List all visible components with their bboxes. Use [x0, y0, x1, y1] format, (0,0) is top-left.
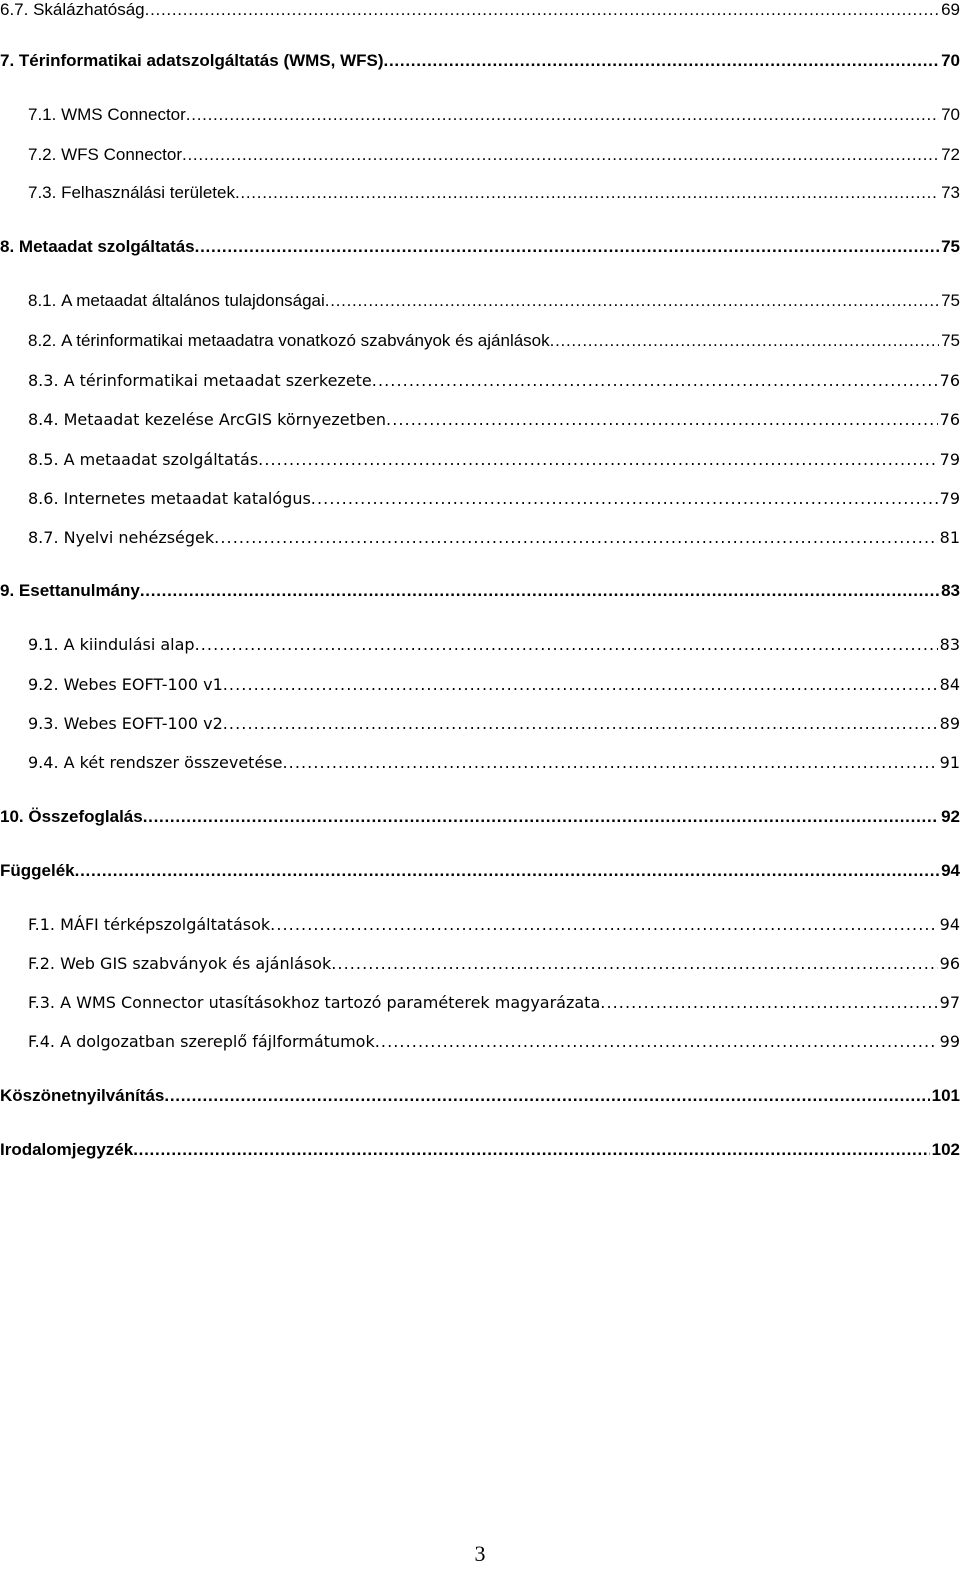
- toc-entry-9-1[interactable]: [0, 632, 960, 658]
- toc-entry-7-2[interactable]: [0, 142, 960, 168]
- toc-entry-page: 76: [939, 371, 960, 390]
- toc-entry-title: A dolgozatban szereplő fájlformátumok: [60, 1032, 375, 1051]
- toc-leader-dots: [325, 288, 939, 314]
- toc-entry-number: 7.3.: [28, 183, 57, 202]
- toc-entry-page: 94: [939, 915, 960, 934]
- toc-entry-9[interactable]: [0, 578, 960, 604]
- toc-entry-number: 8.: [0, 237, 15, 256]
- toc-leader-dots: [372, 368, 938, 394]
- toc-entry-title: Felhasználási területek: [61, 183, 235, 202]
- toc-leader-dots: [143, 804, 939, 830]
- toc-entry-title: Köszönetnyilvánítás: [0, 1086, 165, 1105]
- toc-entry-page: 99: [939, 1032, 960, 1051]
- toc-leader-dots: [331, 951, 937, 977]
- toc-entry-number: 8.5.: [28, 450, 59, 469]
- toc-entry-page: 79: [939, 450, 960, 469]
- toc-entry-fuggelek[interactable]: [0, 858, 960, 884]
- toc-entry-8-1[interactable]: [0, 288, 960, 314]
- toc-entry-page: 96: [939, 954, 960, 973]
- toc-entry-page: 70: [941, 51, 960, 70]
- toc-entry-f-2[interactable]: [0, 951, 960, 977]
- toc-entry-number: F.2.: [28, 954, 55, 973]
- toc-entry-page: 75: [941, 237, 960, 256]
- toc-entry-title: WFS Connector: [61, 145, 183, 164]
- toc-entry-f-3[interactable]: [0, 990, 960, 1016]
- toc-entry-page: 69: [941, 0, 960, 19]
- toc-entry-number: 9.1.: [28, 635, 59, 654]
- toc-entry-title: Térinformatikai adatszolgáltatás (WMS, WFS): [18, 51, 384, 70]
- toc-entry-koszonetnyilvanitas[interactable]: [0, 1083, 960, 1109]
- toc-entry-8-3[interactable]: [0, 368, 960, 394]
- toc-leader-dots: [223, 711, 938, 737]
- toc-leader-dots: [214, 525, 937, 551]
- toc-entry-title: A két rendszer összevetése: [63, 753, 283, 772]
- toc-leader-dots: [195, 632, 938, 658]
- toc-leader-dots: [145, 0, 939, 23]
- toc-entry-number: 6.7.: [0, 0, 29, 19]
- toc-leader-dots: [195, 234, 939, 260]
- toc-leader-dots: [282, 750, 937, 776]
- toc-entry-page: 83: [941, 581, 960, 600]
- toc-entry-title: Web GIS szabványok és ajánlások: [60, 954, 332, 973]
- toc-entry-title: A metaadat szolgáltatás: [63, 450, 259, 469]
- toc-entry-number: F.1.: [28, 915, 55, 934]
- toc-entry-7-3[interactable]: [0, 180, 960, 206]
- toc-entry-page: 83: [939, 635, 960, 654]
- toc-entry-8-7[interactable]: [0, 525, 960, 551]
- toc-entry-number: 8.4.: [28, 410, 59, 429]
- toc-entry-number: 8.1.: [28, 291, 57, 310]
- toc-entry-9-3[interactable]: [0, 711, 960, 737]
- toc-leader-dots: [140, 578, 939, 604]
- toc-entry-title: Internetes metaadat katalógus: [63, 489, 311, 508]
- toc-entry-page: 70: [941, 105, 960, 124]
- toc-leader-dots: [311, 486, 938, 512]
- toc-entry-number: 8.3.: [28, 371, 59, 390]
- toc-entry-title: Metaadat kezelése ArcGIS környezetben: [63, 410, 387, 429]
- toc-entry-page: 91: [939, 753, 960, 772]
- toc-entry-title: MÁFI térképszolgáltatások: [60, 915, 271, 934]
- toc-entry-9-4[interactable]: [0, 750, 960, 776]
- toc-entry-f-1[interactable]: [0, 912, 960, 938]
- toc-leader-dots: [600, 990, 937, 1016]
- toc-entry-title: Függelék: [0, 861, 75, 880]
- toc-entry-title: A WMS Connector utasításokhoz tartozó paraméterek magyarázata: [60, 993, 601, 1012]
- toc-entry-f-4[interactable]: [0, 1029, 960, 1055]
- toc-entry-title: Skálázhatóság: [33, 0, 145, 19]
- toc-entry-7[interactable]: [0, 48, 960, 74]
- toc-entry-number: 9.2.: [28, 675, 59, 694]
- toc-leader-dots: [164, 1083, 929, 1109]
- toc-entry-number: 9.: [0, 581, 15, 600]
- toc-leader-dots: [186, 102, 939, 128]
- toc-entry-page: 76: [939, 410, 960, 429]
- toc-entry-title: WMS Connector: [61, 105, 186, 124]
- toc-entry-number: 10.: [0, 807, 24, 826]
- toc-entry-page: 81: [939, 528, 960, 547]
- toc-entry-number: 8.6.: [28, 489, 59, 508]
- toc-entry-title: A térinformatikai metaadatra vonatkozó szabványok és ajánlások: [61, 331, 550, 350]
- toc-entry-page: 75: [941, 291, 960, 310]
- toc-entry-6-7[interactable]: [0, 0, 960, 23]
- toc-entry-irodalomjegyzek[interactable]: [0, 1137, 960, 1163]
- toc-entry-title: Irodalomjegyzék: [0, 1140, 134, 1159]
- toc-entry-page: 75: [941, 331, 960, 350]
- toc-entry-page: 79: [939, 489, 960, 508]
- toc-entry-8-6[interactable]: [0, 486, 960, 512]
- toc-entry-number: 8.7.: [28, 528, 59, 547]
- toc-entry-title: Metaadat szolgáltatás: [18, 237, 195, 256]
- toc-entry-number: 7.1.: [28, 105, 57, 124]
- page-number: 3: [474, 1541, 486, 1566]
- toc-entry-page: 97: [939, 993, 960, 1012]
- toc-entry-7-1[interactable]: [0, 102, 960, 128]
- toc-entry-number: 9.3.: [28, 714, 59, 733]
- toc-leader-dots: [270, 912, 937, 938]
- toc-entry-number: F.3.: [28, 993, 55, 1012]
- toc-entry-title: Összefoglalás: [28, 807, 143, 826]
- toc-entry-title: A metaadat általános tulajdonságai: [61, 291, 325, 310]
- toc-entry-page: 84: [939, 675, 960, 694]
- toc-leader-dots: [75, 858, 939, 884]
- toc-entry-number: 8.2.: [28, 331, 57, 350]
- toc-leader-dots: [235, 180, 939, 206]
- toc-leader-dots: [223, 672, 938, 698]
- toc-leader-dots: [386, 407, 938, 433]
- toc-entry-number: F.4.: [28, 1032, 55, 1051]
- toc-entry-page: 72: [941, 145, 960, 164]
- toc-entry-9-2[interactable]: [0, 672, 960, 698]
- toc-entry-10[interactable]: [0, 804, 960, 830]
- toc-entry-title: A térinformatikai metaadat szerkezete: [63, 371, 372, 390]
- toc-entry-8[interactable]: [0, 234, 960, 260]
- toc-entry-8-4[interactable]: [0, 407, 960, 433]
- toc-leader-dots: [384, 48, 940, 74]
- toc-entry-number: 9.4.: [28, 753, 59, 772]
- toc-entry-title: Esettanulmány: [18, 581, 140, 600]
- toc-entry-title: Webes EOFT-100 v1: [63, 675, 223, 694]
- toc-entry-page: 102: [931, 1140, 960, 1159]
- toc-leader-dots: [182, 142, 939, 168]
- toc-entry-page: 92: [941, 807, 960, 826]
- toc-entry-8-2[interactable]: [0, 328, 960, 354]
- toc-entry-page: 89: [939, 714, 960, 733]
- toc-leader-dots: [258, 447, 937, 473]
- toc-leader-dots: [133, 1137, 929, 1163]
- toc-entry-title: Nyelvi nehézségek: [63, 528, 215, 547]
- toc-entry-8-5[interactable]: [0, 447, 960, 473]
- toc-entry-page: 73: [941, 183, 960, 202]
- toc-entry-page: 101: [931, 1086, 960, 1105]
- toc-entry-title: Webes EOFT-100 v2: [63, 714, 223, 733]
- toc-leader-dots: [375, 1029, 938, 1055]
- toc-entry-number: 7.: [0, 51, 15, 70]
- toc-leader-dots: [550, 328, 939, 354]
- toc-entry-page: 94: [941, 861, 960, 880]
- toc-entry-number: 7.2.: [28, 145, 57, 164]
- toc-entry-title: A kiindulási alap: [63, 635, 195, 654]
